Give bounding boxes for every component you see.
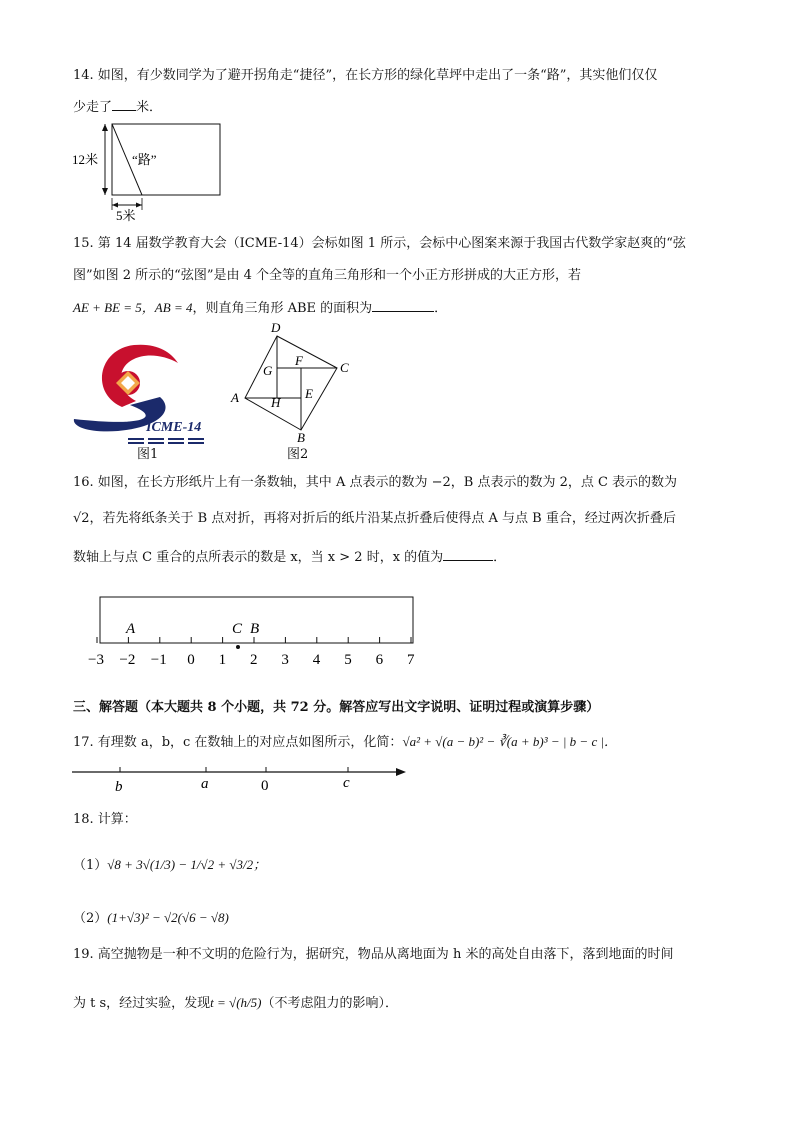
fig2-caption: 图2 xyxy=(287,447,309,462)
q17-label-a: a xyxy=(201,776,209,792)
label-G: G xyxy=(263,363,273,378)
label-A: A xyxy=(231,390,239,405)
q17-label-b: b xyxy=(115,779,123,795)
q15-line1: 15. 第 14 届数学教育大会（ICME-14）会标如图 1 所示，会标中心图案来源于我国古代数学家赵爽的“弦 xyxy=(73,236,686,251)
q14-left-label: 12米 xyxy=(72,152,99,167)
q19-line2-prefix: 为 t s，经过实验，发现 xyxy=(73,996,211,1011)
label-H: H xyxy=(271,395,281,410)
q14-figure xyxy=(70,118,230,226)
q19-line1: 19. 高空抛物是一种不文明的危险行为，据研究，物品从离地面为 h 米的高处自由落下，落到地面的时间 xyxy=(73,947,674,962)
fig1-caption: 图1 xyxy=(137,447,159,462)
label-E: E xyxy=(305,386,313,401)
q15-answer-blank xyxy=(372,299,434,312)
q14-answer-blank xyxy=(112,98,136,111)
q16-tick-label: −2 xyxy=(119,652,136,668)
q16-line3-end: ． xyxy=(493,550,507,565)
q17-label-c: c xyxy=(343,775,350,791)
q14-line2 xyxy=(73,98,162,116)
q16-tick-label: 6 xyxy=(375,652,384,668)
q15-line3 xyxy=(73,299,447,317)
q16-line3 xyxy=(73,548,506,566)
q16-tick-label: 5 xyxy=(344,652,352,668)
q18-part1 xyxy=(73,857,266,874)
label-C: C xyxy=(340,360,349,375)
q14-road-label: “路” xyxy=(132,152,157,167)
q18-part1-label: （1） xyxy=(73,858,108,873)
q15-math: AE + BE = 5，AB = 4 xyxy=(73,300,193,315)
q16-tick-label: 1 xyxy=(218,652,227,668)
q14-line2-suffix: 米． xyxy=(136,100,163,115)
q16-line3-text: 数轴上与点 C 重合的点所表示的数是 x，当 x > 2 时，x 的值为 xyxy=(73,550,444,565)
q14-bottom-label: 5米 xyxy=(116,208,136,223)
q17-number-line xyxy=(70,760,410,800)
section3-title: 三、解答题（本大题共 8 个小题，共 72 分。解答应写出文字说明、证明过程或演算步骤） xyxy=(73,700,600,715)
q15-line3-end: ． xyxy=(434,301,448,316)
q18-part1-expr: √8 + 3√(1/3) − 1/√2 + √3/2； xyxy=(107,857,267,872)
q16-tick-label: 4 xyxy=(312,652,321,668)
label-D: D xyxy=(271,320,281,335)
q15-line2: 图”如图 2 所示的“弦图”是由 4 个全等的直角三角形和一个小正方形拼成的大正方形，若 xyxy=(73,268,582,283)
q16-line1: 16. 如图，在长方形纸片上有一条数轴，其中 A 点表示的数为 −2，B 点表示的数为 2，点 C 表示的数为 xyxy=(73,475,678,490)
q19-line2-suffix: （不考虑阻力的影响）． xyxy=(261,996,398,1011)
q18-part2-expr: (1+√3)² − √2(√6 − √8) xyxy=(107,910,229,925)
q16-point-C: C xyxy=(232,621,243,637)
q16-tick-label: 3 xyxy=(281,652,289,668)
q17-text: 17. 有理数 a，b，c 在数轴上的对应点如图所示，化简： xyxy=(73,735,403,750)
icme-logo-text: ICME-14 xyxy=(146,420,202,435)
q17-expr: √a² + √(a − b)² − ∛(a + b)³ − | b − c |． xyxy=(402,734,618,749)
chord-diagram xyxy=(225,320,365,445)
q18-title: 18. 计算： xyxy=(73,812,137,827)
q14-line1: 14. 如图，有少数同学为了避开拐角走“捷径”，在长方形的绿化草坪中走出了一条“路”，其实他们仅仅 xyxy=(73,68,658,83)
q14-line2-prefix: 少走了 xyxy=(73,100,113,115)
q16-point-B: B xyxy=(250,621,260,637)
q15-line3-text: ，则直角三角形 ABE 的面积为 xyxy=(192,301,373,316)
q17-label-zero: 0 xyxy=(261,778,269,794)
q16-number-line xyxy=(80,592,430,672)
label-B: B xyxy=(297,430,305,445)
q19-formula: t = √(h/5) xyxy=(210,995,262,1010)
q16-tick-label: 2 xyxy=(250,652,258,668)
q17-line xyxy=(73,734,617,751)
q16-tick-label: −3 xyxy=(88,652,104,668)
q16-point-A: A xyxy=(126,621,136,637)
q16-line2: √2，若先将纸条关于 B 点对折，再将对折后的纸片沿某点折叠后使得点 A 与点 B 重合，经过两次折叠后 xyxy=(73,511,676,526)
q19-line2 xyxy=(73,995,398,1012)
q16-tick-label: −1 xyxy=(150,652,167,668)
q16-answer-blank xyxy=(443,548,493,561)
label-F: F xyxy=(295,353,303,368)
q18-part2-label: （2） xyxy=(73,911,108,926)
q16-tick-label: 7 xyxy=(407,652,415,668)
icme-logo xyxy=(70,335,220,460)
q18-part2 xyxy=(73,910,229,927)
q16-tick-label: 0 xyxy=(187,652,195,668)
